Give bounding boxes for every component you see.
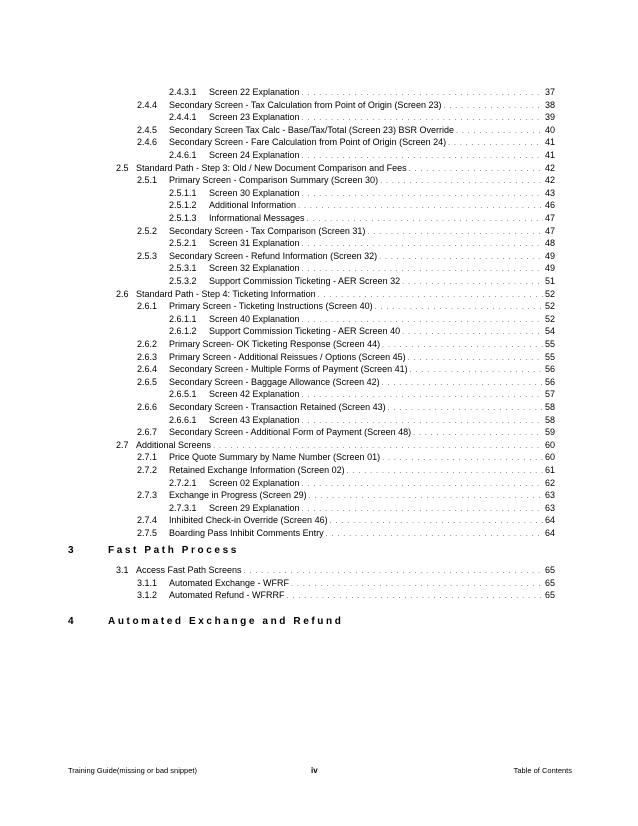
- toc-entry-number: 2.5.2: [137, 225, 158, 236]
- toc-entry-title: Secondary Screen - Additional Form of Payment (Screen 48): [169, 427, 412, 438]
- toc-entry-number: 2.6.1: [137, 301, 158, 312]
- toc-entry-page: 64: [544, 528, 555, 538]
- toc-entry-title: Boarding Pass Inhibit Comments Entry: [169, 528, 324, 538]
- toc-entry-title: Additional Information: [209, 200, 297, 211]
- toc-entry-title: Support Commission Ticketing - AER Screen 40: [209, 326, 401, 337]
- toc-entry-page: 57: [544, 389, 555, 400]
- footer-document-title: Training Guide(missing or bad snippet): [68, 766, 197, 775]
- toc-entry-title: Standard Path - Step 4: Ticketing Information: [136, 288, 316, 299]
- toc-entry-number: 2.7.5: [137, 528, 158, 538]
- chapter-number: 4: [68, 616, 74, 627]
- toc-entry-number: 2.6: [116, 288, 129, 299]
- toc-entry-title: Secondary Screen Tax Calc - Base/Tax/Total (Screen 23) BSR Override: [169, 124, 454, 135]
- toc-entry-title: Secondary Screen - Transaction Retained (Screen 43): [169, 402, 386, 412]
- toc-entry-page: 60: [544, 452, 555, 463]
- toc-entry-number: 3.1: [116, 565, 129, 575]
- toc-entry-number: 2.4.5: [137, 124, 158, 135]
- toc-entry-page: 47: [544, 213, 555, 223]
- toc-entry-number: 2.4.4: [137, 99, 158, 110]
- toc-entry-number: 2.6.6: [137, 402, 158, 412]
- toc-entry-title: Retained Exchange Information (Screen 02): [169, 465, 345, 475]
- toc-entry-title: Secondary Screen - Fare Calculation from Point of Origin (Screen 24): [169, 137, 447, 148]
- toc-entry-page: 51: [544, 276, 555, 286]
- toc-entry-page: 58: [544, 414, 555, 425]
- toc-entry-number: 2.6.5: [137, 376, 158, 387]
- toc-entry-number: 2.5: [116, 162, 129, 173]
- toc-entry-number: 2.7: [116, 439, 129, 450]
- toc-entry-title: Standard Path - Step 3: Old / New Document Comparison and Fees: [136, 162, 407, 173]
- toc-entry-number: 2.6.3: [137, 351, 158, 362]
- toc-entry-number: 2.7.3: [137, 490, 158, 501]
- toc-entry-number: 2.4.6: [137, 137, 158, 148]
- toc-entry-page: 63: [544, 502, 555, 513]
- toc-entry-title: Primary Screen - Comparison Summary (Screen 30): [169, 175, 379, 186]
- toc-entry-number: 2.7.2: [137, 465, 158, 475]
- toc-entry-title: Screen 40 Explanation: [209, 313, 300, 324]
- toc-entry-title: Secondary Screen - Multiple Forms of Payment (Screen 41): [169, 364, 408, 375]
- toc-entry-number: 2.6.6.1: [169, 414, 197, 425]
- toc-entry-number: 2.6.7: [137, 427, 158, 438]
- toc-entry-page: 48: [544, 238, 555, 249]
- toc-entry-title: Screen 02 Explanation: [209, 477, 300, 488]
- toc-entry-number: 2.5.1.2: [169, 200, 197, 211]
- toc-entry-title: Screen 32 Explanation: [209, 263, 300, 274]
- toc-entry-number: 2.6.1.2: [169, 326, 197, 337]
- toc-entry-title: Secondary Screen - Refund Information (Screen 32): [169, 250, 378, 261]
- toc-entry-title: Secondary Screen - Tax Comparison (Screen 31): [169, 225, 366, 236]
- toc-dot-leader: [287, 591, 543, 603]
- chapter-title: Fast Path Process: [108, 545, 239, 556]
- toc-entry-page: 60: [544, 439, 555, 450]
- toc-entry-page: 52: [544, 288, 555, 299]
- toc-entry-title: Screen 42 Explanation: [209, 389, 300, 400]
- toc-entry[interactable]: [137, 589, 555, 603]
- toc-entry-title: Exchange in Progress (Screen 29): [169, 490, 307, 501]
- toc-entry-title: Inhibited Check-in Override (Screen 46): [169, 515, 328, 526]
- toc-entry-title: Screen 29 Explanation: [209, 502, 300, 513]
- toc-entry-number: 2.6.2: [137, 339, 158, 349]
- toc-entry-number: 2.5.3.1: [169, 263, 197, 274]
- chapter-number: 3: [68, 545, 74, 556]
- toc-entry-title: Primary Screen - Additional Reissues / Options (Screen 45): [169, 351, 406, 362]
- toc-entry-title: Secondary Screen - Tax Calculation from Point of Origin (Screen 23): [169, 99, 442, 110]
- toc-entry-number: 2.5.3: [137, 250, 158, 261]
- toc-entry-page: 47: [544, 225, 555, 236]
- toc-entry-title: Support Commission Ticketing - AER Screen 32: [209, 276, 401, 286]
- toc-entry-title: Price Quote Summary by Name Number (Screen 01): [169, 452, 381, 463]
- toc-entry-title: Screen 30 Explanation: [209, 187, 300, 198]
- toc-entry-number: 2.4.4.1: [169, 112, 197, 123]
- toc-entry-page: 58: [544, 402, 555, 412]
- toc-entry-title: Primary Screen - Ticketing Instructions (Screen 40): [169, 301, 373, 312]
- toc-entry-page: 54: [544, 326, 555, 337]
- toc-entry[interactable]: [137, 527, 555, 541]
- toc-entry-title: Access Fast Path Screens: [136, 565, 242, 575]
- toc-entry-title: Screen 43 Explanation: [209, 414, 300, 425]
- toc-entry-page: 59: [544, 427, 555, 438]
- toc-entry-page: 46: [544, 200, 555, 211]
- toc-entry-page: 49: [544, 263, 555, 274]
- toc-entry-page: 49: [544, 250, 555, 261]
- footer-page-number: iv: [311, 766, 318, 775]
- toc-entry-number: 2.7.4: [137, 515, 158, 526]
- toc-entry-number: 3.1.1: [137, 577, 158, 588]
- toc-entry-number: 2.5.1.1: [169, 187, 197, 198]
- toc-entry-page: 52: [544, 301, 555, 312]
- chapter-3-heading[interactable]: [68, 545, 239, 556]
- toc-entry-number: 2.5.1: [137, 175, 158, 186]
- toc-entry-title: Screen 31 Explanation: [209, 238, 300, 249]
- toc-entry-title: Screen 22 Explanation: [209, 87, 300, 97]
- toc-entry-title: Screen 23 Explanation: [209, 112, 300, 123]
- toc-entry-page: 52: [544, 313, 555, 324]
- toc-entry-title: Screen 24 Explanation: [209, 150, 300, 160]
- toc-entry-title: Additional Screens: [136, 439, 212, 450]
- chapter-4-heading[interactable]: [68, 616, 343, 627]
- toc-entry-title: Automated Exchange - WFRF: [169, 577, 290, 588]
- toc-entry-page: 61: [544, 465, 555, 475]
- toc-entry-number: 2.4.6.1: [169, 150, 197, 160]
- toc-entry-title: Automated Refund - WFRRF: [169, 590, 285, 601]
- toc-dot-leader: [326, 529, 543, 541]
- toc-entry-page: 43: [544, 187, 555, 198]
- toc-entry-page: 55: [544, 351, 555, 362]
- toc-entry-page: 56: [544, 364, 555, 375]
- toc-entry-page: 65: [544, 577, 555, 588]
- toc-entry-number: 2.6.4: [137, 364, 158, 375]
- toc-entry-page: 42: [544, 162, 555, 173]
- toc-entry-page: 63: [544, 490, 555, 501]
- toc-entry-page: 41: [544, 150, 555, 160]
- footer-section-title: Table of Contents: [513, 766, 572, 775]
- chapter-title: Automated Exchange and Refund: [108, 616, 344, 627]
- toc-entry-page: 64: [544, 515, 555, 526]
- toc-entry-title: Informational Messages: [209, 213, 305, 223]
- toc-entry-page: 65: [544, 590, 555, 601]
- toc-entry-page: 62: [544, 477, 555, 488]
- toc-entry-number: 2.6.1.1: [169, 313, 197, 324]
- toc-entry-page: 39: [544, 112, 555, 123]
- toc-entry-number: 2.5.1.3: [169, 213, 197, 223]
- toc-entry-number: 2.7.1: [137, 452, 158, 463]
- toc-entry-number: 2.4.3.1: [169, 87, 197, 97]
- toc-entry-page: 55: [544, 339, 555, 349]
- toc-entry-title: Secondary Screen - Baggage Allowance (Screen 42): [169, 376, 380, 387]
- toc-entry-page: 38: [544, 99, 555, 110]
- toc-entry-number: 2.5.3.2: [169, 276, 197, 286]
- toc-entry-number: 3.1.2: [137, 590, 158, 601]
- toc-entry-page: 41: [544, 137, 555, 148]
- toc-entry-number: 2.5.2.1: [169, 238, 197, 249]
- toc-entry-page: 65: [544, 565, 555, 575]
- toc-entry-page: 37: [544, 87, 555, 97]
- toc-entry-title: Primary Screen- OK Ticketing Response (Screen 44): [169, 339, 381, 349]
- toc-entry-number: 2.7.3.1: [169, 502, 197, 513]
- toc-entry-number: 2.6.5.1: [169, 389, 197, 400]
- toc-entry-page: 56: [544, 376, 555, 387]
- toc-entry-page: 42: [544, 175, 555, 186]
- toc-entry-page: 40: [544, 124, 555, 135]
- toc-entry-number: 2.7.2.1: [169, 477, 197, 488]
